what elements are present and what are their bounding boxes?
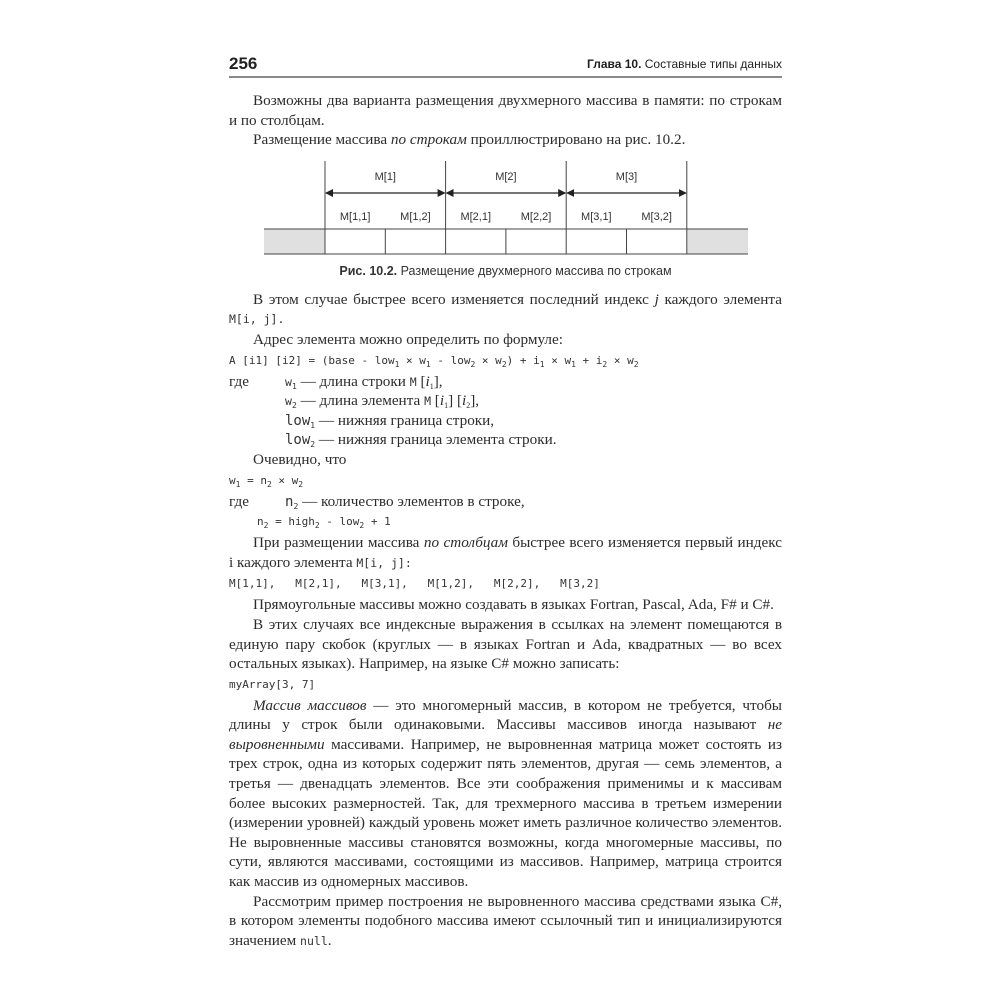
paragraph-7: Прямоугольные массивы можно создавать в языках Fortran, Pascal, Ada, F# и C#. xyxy=(253,596,774,614)
low1-text: — нижняя граница строки, xyxy=(318,411,495,429)
var-w1: $w_1$ xyxy=(285,374,297,391)
p2-text: Размещение массива xyxy=(253,131,391,149)
definition-row-low2 xyxy=(229,430,782,450)
paragraph-10 xyxy=(229,892,782,952)
cell-label: M[2,1] xyxy=(460,210,492,223)
paragraph-1: Возможны два варианта размещения двухмерного массива в памяти: по строкам и по столбцам. xyxy=(229,92,782,129)
caption-text: Размещение двухмерного массива по строкам xyxy=(400,263,672,278)
var-w2: $w_2$ xyxy=(285,394,297,411)
row-label: M[1] xyxy=(374,170,397,183)
var-low2: low$_2$ xyxy=(285,432,316,450)
running-header xyxy=(229,52,782,78)
definition-row-w1 xyxy=(229,372,782,392)
book-page xyxy=(229,0,782,951)
w2-text: — длина элемента M $[i_1]$ $[i_2]$, xyxy=(300,392,480,411)
cell-label: M[1,1] xyxy=(339,210,371,223)
paragraph-2 xyxy=(229,130,782,150)
cell-label: M[2,2] xyxy=(520,210,552,223)
paragraph-6 xyxy=(229,533,782,573)
figure-row-major-diagram xyxy=(229,156,782,266)
cell-label: M[3,1] xyxy=(581,210,612,223)
header-gap xyxy=(229,78,782,91)
definition-w2 xyxy=(285,391,479,412)
cell-label: M[3,2] xyxy=(641,210,672,223)
p10-text: Рассмотрим пример построения не выровненного массива средствами языка C#, в котором элементы подобного массива имеют ссылочный тип и инициализируются значением xyxy=(229,892,782,949)
var-n2: $n_2$ xyxy=(285,493,299,511)
paragraph-5: Очевидно, что xyxy=(253,450,347,468)
column-order-listing: M[1,1], M[2,1], M[3,1], M[1,2], M[2,2], M[3,2] xyxy=(229,577,600,591)
caption-label: Рис. 10.2. xyxy=(339,263,398,278)
address-formula: A [i1] [i2] = (base - $low_1 \times w_1 - low_2 \times w_2) + i_1 \times w_1 + i_2 \times w_2$ xyxy=(229,353,639,369)
p3-index-j: j xyxy=(654,290,659,308)
p9-text: — это многомерный массив, в котором не требуется, чтобы длины у строк были одинаковыми. Массивы массивов иногда называют xyxy=(229,696,783,734)
definition-row-n2 xyxy=(229,492,782,512)
p9-term: Массив массивов xyxy=(253,696,367,714)
p2-text-end: проиллюстрировано на рис. 10.2. xyxy=(466,131,686,149)
diagram-group xyxy=(264,161,748,254)
n2-formula: $n_2$ = high$_2$ - low$_2$ + 1 xyxy=(257,515,391,531)
p3-text: В этом случае быстрее всего изменяется последний индекс xyxy=(253,290,655,308)
p6-text: При размещении массива xyxy=(253,534,424,552)
example-code: myArray[3, 7] xyxy=(229,677,316,691)
row-label: M[2] xyxy=(495,170,517,183)
memory-before-shade xyxy=(264,229,325,254)
p9-text-end: массивами. Например, не выровненная матрица может состоять из трех строк, одна из которых содержит пять элементов, другая — семь элементов, а третья — двенадцать элементов. Все эти соображения применимы и к массивам более высоких размерностей. Так, для трехмерного массива в третьем измерении (измерении уровней) каждый уровень может иметь различное количество элементов. Не выровненные массивы становятся возможны, когда многомерные массивы, по сути, являются массивами, состоящими из массивов. Например, матрица строится как массив из одномерных массивов. xyxy=(229,735,782,891)
definition-w1 xyxy=(285,372,443,393)
paragraph-3 xyxy=(229,290,782,330)
p10-text-end: . xyxy=(327,931,332,949)
row-label: M[3] xyxy=(615,170,638,183)
p6-code: M[i, j]: xyxy=(356,555,412,570)
where-label-1: где xyxy=(229,372,249,390)
where-label-2: где xyxy=(229,492,249,510)
definition-n2 xyxy=(285,492,525,513)
paragraph-9 xyxy=(229,696,782,892)
paragraph-8: В этих случаях все индексные выражения в ссылках на элемент помещаются в единую пару скобок (круглых — в языках Fortran и Ada, квадратных — во всех остальных языках). Например, на языке C# можно записать: xyxy=(229,615,782,673)
memory-after-shade xyxy=(687,229,748,254)
chapter-label: Глава 10. xyxy=(587,57,642,71)
p6-emphasis: по столбцам xyxy=(423,534,508,552)
page-number: 256 xyxy=(229,54,258,73)
p6-text-end: быстрее всего изменяется первый индекс i каждого элемента xyxy=(229,534,782,571)
var-low1: low$_1$ xyxy=(285,412,316,430)
paragraph-4: Адрес элемента можно определить по формуле: xyxy=(253,330,563,348)
chapter-name: Составные типы данных xyxy=(644,57,782,71)
definition-low2 xyxy=(285,430,557,451)
null-keyword: null xyxy=(300,933,328,948)
definition-row-w2 xyxy=(229,391,782,411)
n2-text: — количество элементов в строке, xyxy=(302,492,525,510)
p9-term-2: не выровненными xyxy=(229,716,782,753)
cell-label: M[1,2] xyxy=(400,210,431,223)
figure-container xyxy=(229,156,782,266)
p3-text-end: каждого элемента xyxy=(658,290,782,308)
low2-text: — нижняя граница элемента строки. xyxy=(318,431,557,449)
chapter-title xyxy=(587,57,782,71)
p2-emphasis: по строкам xyxy=(390,131,467,149)
w1-formula: $w_1 = n_2 \times w_2$ xyxy=(229,473,304,489)
p3-code: M[i, j]. xyxy=(229,312,285,327)
definition-row-low1 xyxy=(229,411,782,431)
definition-low1 xyxy=(285,411,494,432)
w1-text: — длина строки M $[i_1]$, xyxy=(300,372,443,391)
